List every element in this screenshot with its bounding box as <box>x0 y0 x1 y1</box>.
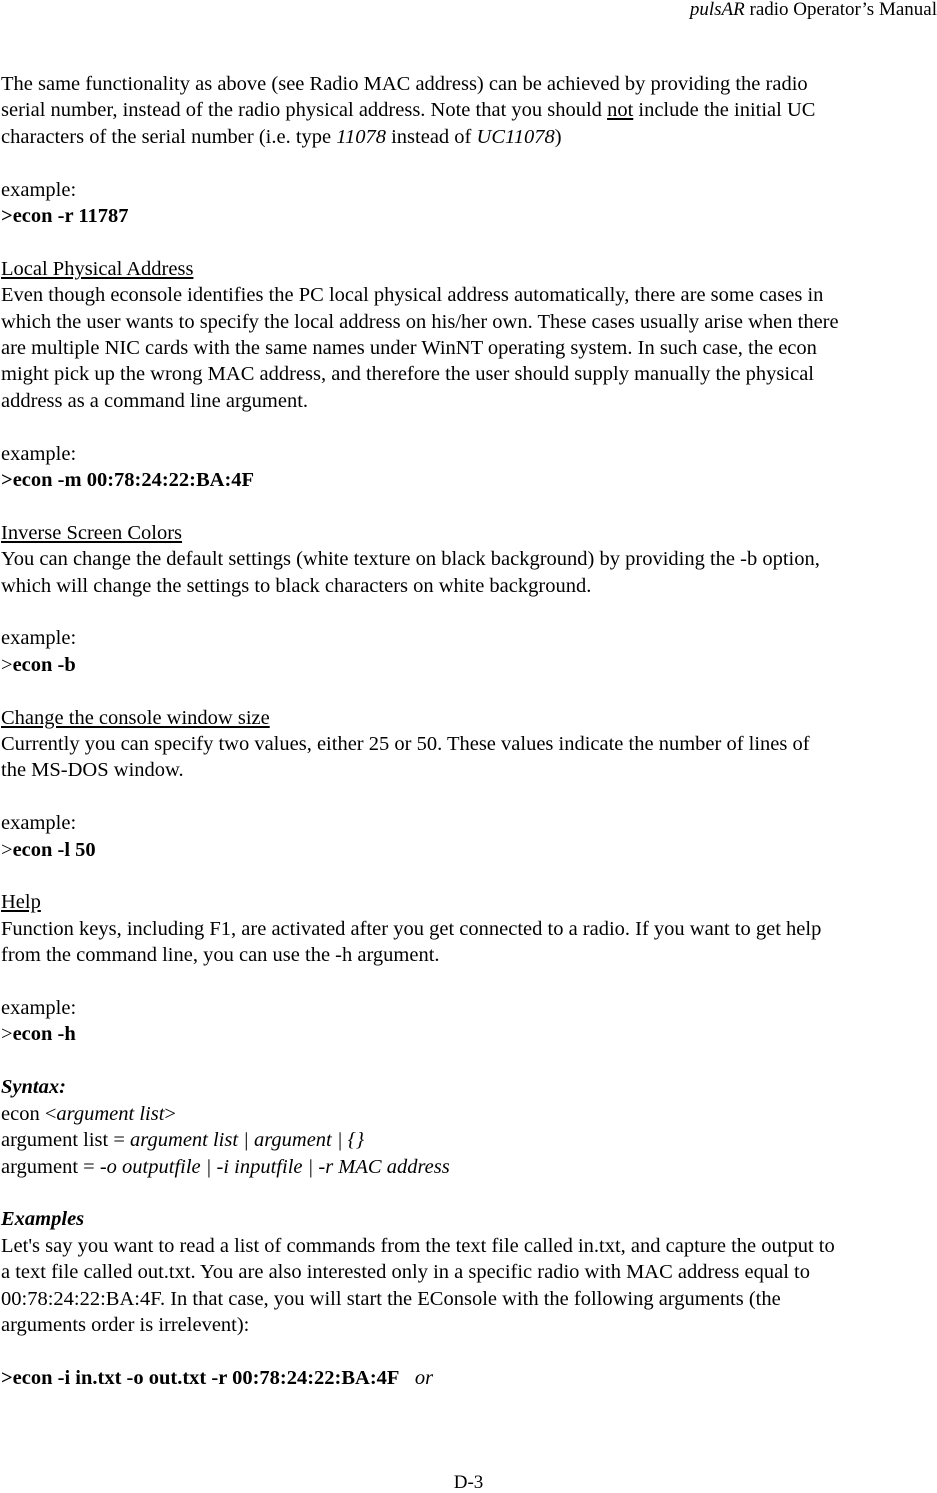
syntax-text: argument = <box>1 1155 100 1178</box>
intro-paragraph <box>1 71 937 150</box>
serial-example-full: UC11078 <box>476 125 555 148</box>
intro-line-2 <box>1 97 937 123</box>
syntax-text: econ < <box>1 1102 57 1125</box>
section-heading: Syntax: <box>1 1076 66 1099</box>
syntax-line-2 <box>1 1127 937 1153</box>
final-or: or <box>414 1366 434 1389</box>
section-line: address as a command line argument. <box>1 389 309 412</box>
section-line: might pick up the wrong MAC address, and therefore the user should supply manually the physical <box>1 363 815 386</box>
page-body <box>1 71 937 1418</box>
command-prompt: > <box>1 838 13 861</box>
command-text: econ -r 11787 <box>12 205 129 228</box>
section-line: 00:78:24:22:BA:4F. In that case, you will start the EConsole with the following arguments (the <box>1 1287 781 1310</box>
example-command <box>1 652 937 678</box>
syntax-text: > <box>164 1102 176 1125</box>
page-header <box>0 0 937 24</box>
example-block-inverse <box>1 625 937 678</box>
section-line: Even though econsole identifies the PC local physical address automatically, there are some cases in <box>1 284 824 307</box>
section-help <box>1 889 937 968</box>
final-command: >econ -i in.txt -o out.txt -r 00:78:24:22:BA:4F <box>1 1366 400 1389</box>
example-block-help <box>1 995 937 1048</box>
syntax-italic: -o outputfile | -i inputfile | -r MAC address <box>99 1155 450 1178</box>
section-line: the MS-DOS window. <box>1 759 184 782</box>
command-text: econ -h <box>12 1023 76 1046</box>
example-command <box>1 467 937 493</box>
section-line: Currently you can specify two values, either 25 or 50. These values indicate the number of lines of <box>1 733 810 756</box>
intro-line-3-a: characters of the serial number (i.e. type <box>1 125 337 148</box>
final-command-line <box>1 1365 937 1391</box>
section-line: You can change the default settings (white texture on black background) by providing the -b option, <box>1 548 820 571</box>
example-block-window-size <box>1 810 937 863</box>
syntax-text: argument list = <box>1 1129 131 1152</box>
section-line: arguments order is irrelevent): <box>1 1313 250 1336</box>
section-console-window-size <box>1 705 937 784</box>
example-command <box>1 837 937 863</box>
section-heading: Examples <box>1 1208 85 1231</box>
section-line: a text file called out.txt. You are also interested only in a specific radio with MAC address equal to <box>1 1261 810 1284</box>
command-text: econ -l 50 <box>12 838 96 861</box>
example-label: example: <box>1 812 77 835</box>
syntax-line-1 <box>1 1101 937 1127</box>
section-line: Function keys, including F1, are activated after you get connected to a radio. If you want to get help <box>1 917 822 940</box>
section-heading: Inverse Screen Colors <box>1 521 183 544</box>
example-label: example: <box>1 997 77 1020</box>
syntax-italic: argument list <box>56 1102 165 1125</box>
example-command <box>1 1021 937 1047</box>
serial-example-short: 11078 <box>336 125 386 148</box>
section-examples <box>1 1206 937 1338</box>
example-label: example: <box>1 627 77 650</box>
command-prompt: > <box>1 1023 13 1046</box>
example-label: example: <box>1 178 77 201</box>
final-command-block <box>1 1365 937 1391</box>
section-inverse-screen-colors <box>1 520 937 599</box>
header-title-rest: radio Operator’s Manual <box>744 0 937 20</box>
command-prompt: > <box>1 469 13 492</box>
header-product-name: pulsAR <box>689 0 745 20</box>
section-line: are multiple NIC cards with the same names under WinNT operating system. In such case, the econ <box>1 337 817 360</box>
section-syntax <box>1 1074 937 1180</box>
section-heading: Help <box>1 891 41 914</box>
section-heading: Change the console window size <box>1 706 270 729</box>
page-number: D-3 <box>453 1472 484 1493</box>
section-line: which the user wants to specify the local address on his/her own. These cases usually arise when there <box>1 310 839 333</box>
intro-line-2-a: serial number, instead of the radio physical address. Note that you should <box>1 99 608 122</box>
section-local-physical-address <box>1 256 937 414</box>
intro-line-2-b: include the initial UC <box>633 99 816 122</box>
command-prompt: > <box>1 653 13 676</box>
intro-line-3-b: instead of <box>385 125 477 148</box>
intro-line-1: The same functionality as above (see Radio MAC address) can be achieved by providing the radio <box>1 73 808 95</box>
example-block-local-mac <box>1 441 937 494</box>
example-command <box>1 203 937 229</box>
command-text: econ -m 00:78:24:22:BA:4F <box>12 469 255 492</box>
command-prompt: > <box>1 205 13 228</box>
section-heading: Local Physical Address <box>1 257 194 280</box>
emphasis-not: not <box>607 99 634 122</box>
example-block-serial <box>1 177 937 230</box>
example-label: example: <box>1 442 77 465</box>
intro-line-3-c: ) <box>554 125 562 148</box>
section-line: Let's say you want to read a list of commands from the text file called in.txt, and capture the output to <box>1 1234 835 1257</box>
syntax-italic: argument list | argument | {} <box>130 1129 365 1152</box>
command-text: econ -b <box>12 653 76 676</box>
section-line: from the command line, you can use the -h argument. <box>1 944 440 967</box>
syntax-line-3 <box>1 1154 937 1180</box>
intro-line-3 <box>1 124 937 150</box>
section-line: which will change the settings to black characters on white background. <box>1 574 592 597</box>
